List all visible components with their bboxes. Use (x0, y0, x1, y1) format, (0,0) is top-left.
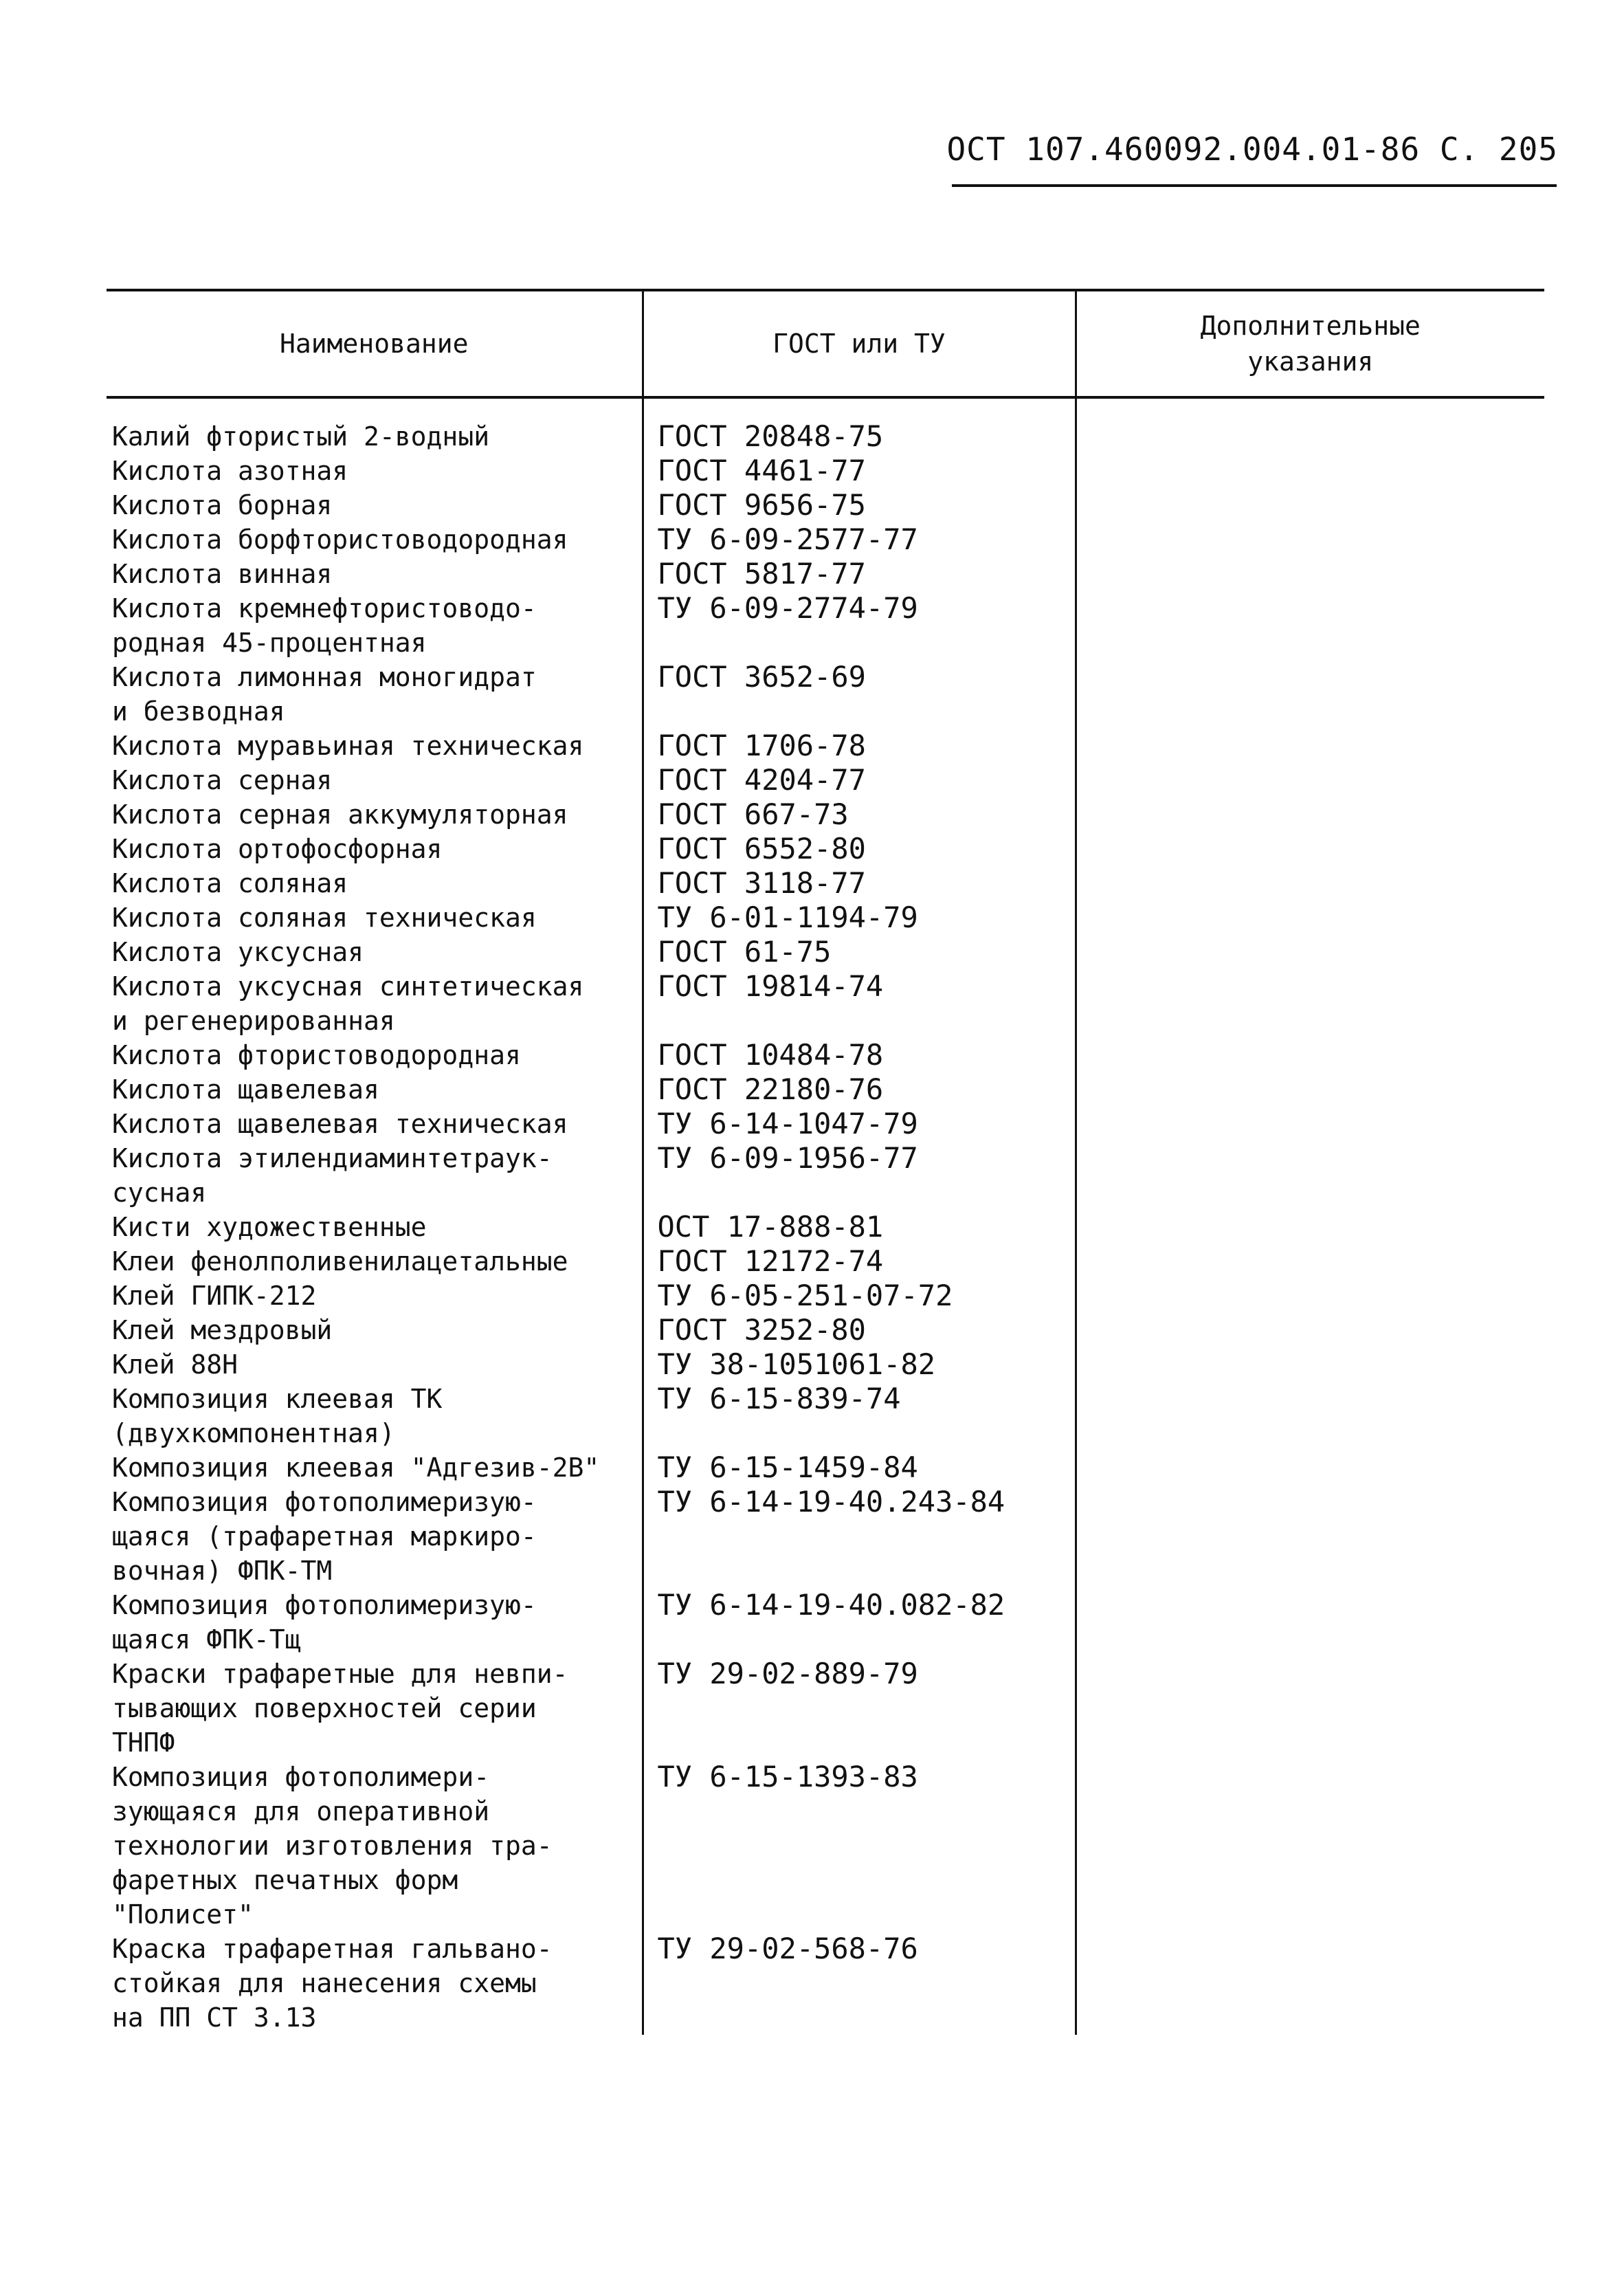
gost-cell: ТУ 6-09-2577-77 (643, 522, 1076, 557)
gost-cell: ГОСТ 10484-78 (643, 1038, 1076, 1072)
material-name-cell: Кислота кремнефтористоводо- родная 45-процентная (107, 591, 643, 660)
note-cell (1076, 729, 1544, 763)
material-name-cell: Композиция фотополимеризую- щаяся (трафаретная маркиро- вочная) ФПК-ТМ (107, 1485, 643, 1588)
table-row (107, 1072, 1544, 1107)
note-cell (1076, 1450, 1544, 1485)
page-header: ОСТ 107.460092.004.01-86 С. 205 (946, 131, 1558, 168)
note-cell (1076, 454, 1544, 488)
note-cell (1076, 1210, 1544, 1244)
table-row (107, 1244, 1544, 1279)
note-cell (1076, 1244, 1544, 1279)
note-cell (1076, 419, 1544, 454)
table-header-row (107, 290, 1544, 397)
gost-cell: ТУ 29-02-568-76 (643, 1932, 1076, 2035)
note-cell (1076, 591, 1544, 660)
table-row (107, 419, 1544, 454)
note-cell (1076, 901, 1544, 935)
note-cell (1076, 1485, 1544, 1588)
material-name-cell: Клей ГИПК-212 (107, 1279, 643, 1313)
note-cell (1076, 1657, 1544, 1760)
gost-cell: ТУ 6-14-19-40.082-82 (643, 1588, 1076, 1657)
material-name-cell: Кислота фтористоводородная (107, 1038, 643, 1072)
note-cell (1076, 1072, 1544, 1107)
note-cell (1076, 660, 1544, 729)
table-row (107, 522, 1544, 557)
gost-cell: ГОСТ 3118-77 (643, 866, 1076, 901)
material-name-cell: Кислота щавелевая (107, 1072, 643, 1107)
table-row (107, 1588, 1544, 1657)
gost-cell: ТУ 6-09-1956-77 (643, 1141, 1076, 1210)
gost-cell: ТУ 6-15-1393-83 (643, 1760, 1076, 1932)
table-spacer-row (107, 397, 1544, 419)
note-cell (1076, 1760, 1544, 1932)
spacer-cell (643, 397, 1076, 419)
material-name-cell: Кислота борная (107, 488, 643, 522)
gost-cell: ГОСТ 20848-75 (643, 419, 1076, 454)
gost-cell: ГОСТ 667-73 (643, 797, 1076, 832)
gost-cell: ТУ 6-14-19-40.243-84 (643, 1485, 1076, 1588)
gost-cell: ТУ 6-01-1194-79 (643, 901, 1076, 935)
material-name-cell: Клей 88Н (107, 1347, 643, 1382)
table-row (107, 1107, 1544, 1141)
material-name-cell: Кислота ортофосфорная (107, 832, 643, 866)
table-row (107, 1141, 1544, 1210)
gost-cell: ГОСТ 61-75 (643, 935, 1076, 969)
materials-table (107, 289, 1544, 2035)
table-row (107, 1279, 1544, 1313)
note-cell (1076, 1313, 1544, 1347)
table-row (107, 1313, 1544, 1347)
table-row (107, 969, 1544, 1038)
table-row (107, 866, 1544, 901)
material-name-cell: Краски трафаретные для невпи- тывающих поверхностей серии ТНПФ (107, 1657, 643, 1760)
table-row (107, 1210, 1544, 1244)
table-row (107, 832, 1544, 866)
note-cell (1076, 832, 1544, 866)
table-row (107, 763, 1544, 797)
gost-cell: ТУ 6-05-251-07-72 (643, 1279, 1076, 1313)
column-header-gost: ГОСТ или ТУ (643, 290, 1076, 397)
material-name-cell: Композиция клеевая ТК (двухкомпонентная) (107, 1382, 643, 1450)
note-cell (1076, 935, 1544, 969)
gost-cell: ТУ 29-02-889-79 (643, 1657, 1076, 1760)
material-name-cell: Кислота винная (107, 557, 643, 591)
note-cell (1076, 1382, 1544, 1450)
material-name-cell: Кислота азотная (107, 454, 643, 488)
table-row (107, 591, 1544, 660)
gost-cell: ГОСТ 3252-80 (643, 1313, 1076, 1347)
gost-cell: ГОСТ 12172-74 (643, 1244, 1076, 1279)
gost-cell: ГОСТ 5817-77 (643, 557, 1076, 591)
table-row (107, 1932, 1544, 2035)
header-rule (952, 184, 1557, 187)
note-cell (1076, 866, 1544, 901)
note-cell (1076, 1107, 1544, 1141)
table-row (107, 901, 1544, 935)
material-name-cell: Калий фтористый 2-водный (107, 419, 643, 454)
material-name-cell: Кислота лимонная моногидрат и безводная (107, 660, 643, 729)
gost-cell: ГОСТ 3652-69 (643, 660, 1076, 729)
gost-cell: ГОСТ 22180-76 (643, 1072, 1076, 1107)
gost-cell: ТУ 6-09-2774-79 (643, 591, 1076, 660)
table-body (107, 397, 1544, 2035)
column-header-name: Наименование (107, 290, 643, 397)
note-cell (1076, 522, 1544, 557)
spacer-cell (107, 397, 643, 419)
note-cell (1076, 763, 1544, 797)
material-name-cell: Композиция фотополимери- зующаяся для оперативной технологии изготовления тра- фаретных печатных форм "Полисет" (107, 1760, 643, 1932)
gost-cell: ГОСТ 9656-75 (643, 488, 1076, 522)
table-row (107, 729, 1544, 763)
table-row (107, 797, 1544, 832)
note-cell (1076, 1347, 1544, 1382)
material-name-cell: Кислота борфтористоводородная (107, 522, 643, 557)
material-name-cell: Композиция фотополимеризую- щаяся ФПК-Тщ (107, 1588, 643, 1657)
gost-cell: ГОСТ 4461-77 (643, 454, 1076, 488)
table-row (107, 454, 1544, 488)
note-cell (1076, 1588, 1544, 1657)
material-name-cell: Клеи фенолполивенилацетальные (107, 1244, 643, 1279)
note-cell (1076, 1279, 1544, 1313)
note-cell (1076, 1932, 1544, 2035)
note-cell (1076, 797, 1544, 832)
material-name-cell: Композиция клеевая "Адгезив-2В" (107, 1450, 643, 1485)
gost-cell: ГОСТ 19814-74 (643, 969, 1076, 1038)
table-row (107, 1382, 1544, 1450)
gost-cell: ГОСТ 1706-78 (643, 729, 1076, 763)
material-name-cell: Кислота уксусная (107, 935, 643, 969)
gost-cell: ТУ 38-1051061-82 (643, 1347, 1076, 1382)
note-cell (1076, 488, 1544, 522)
table-row (107, 488, 1544, 522)
note-cell (1076, 1038, 1544, 1072)
gost-cell: ГОСТ 4204-77 (643, 763, 1076, 797)
material-name-cell: Краска трафаретная гальвано- стойкая для нанесения схемы на ПП СТ 3.13 (107, 1932, 643, 2035)
material-name-cell: Кисти художественные (107, 1210, 643, 1244)
material-name-cell: Кислота этилендиаминтетраук- сусная (107, 1141, 643, 1210)
material-name-cell: Кислота уксусная синтетическая и регенерированная (107, 969, 643, 1038)
note-cell (1076, 557, 1544, 591)
gost-cell: ГОСТ 6552-80 (643, 832, 1076, 866)
spacer-cell (1076, 397, 1544, 419)
material-name-cell: Кислота соляная (107, 866, 643, 901)
table-row (107, 1485, 1544, 1588)
material-name-cell: Кислота соляная техническая (107, 901, 643, 935)
table-row (107, 1347, 1544, 1382)
note-cell (1076, 969, 1544, 1038)
material-name-cell: Кислота муравьиная техническая (107, 729, 643, 763)
table-row (107, 660, 1544, 729)
material-name-cell: Кислота серная (107, 763, 643, 797)
material-name-cell: Клей мездровый (107, 1313, 643, 1347)
table-row (107, 935, 1544, 969)
gost-cell: ОСТ 17-888-81 (643, 1210, 1076, 1244)
table-row (107, 1657, 1544, 1760)
table-row (107, 1450, 1544, 1485)
material-name-cell: Кислота щавелевая техническая (107, 1107, 643, 1141)
gost-cell: ТУ 6-14-1047-79 (643, 1107, 1076, 1141)
table-row (107, 557, 1544, 591)
gost-cell: ТУ 6-15-839-74 (643, 1382, 1076, 1450)
material-name-cell: Кислота серная аккумуляторная (107, 797, 643, 832)
note-cell (1076, 1141, 1544, 1210)
column-header-note: Дополнительные указания (1076, 290, 1544, 397)
table-row (107, 1760, 1544, 1932)
gost-cell: ТУ 6-15-1459-84 (643, 1450, 1076, 1485)
table-row (107, 1038, 1544, 1072)
